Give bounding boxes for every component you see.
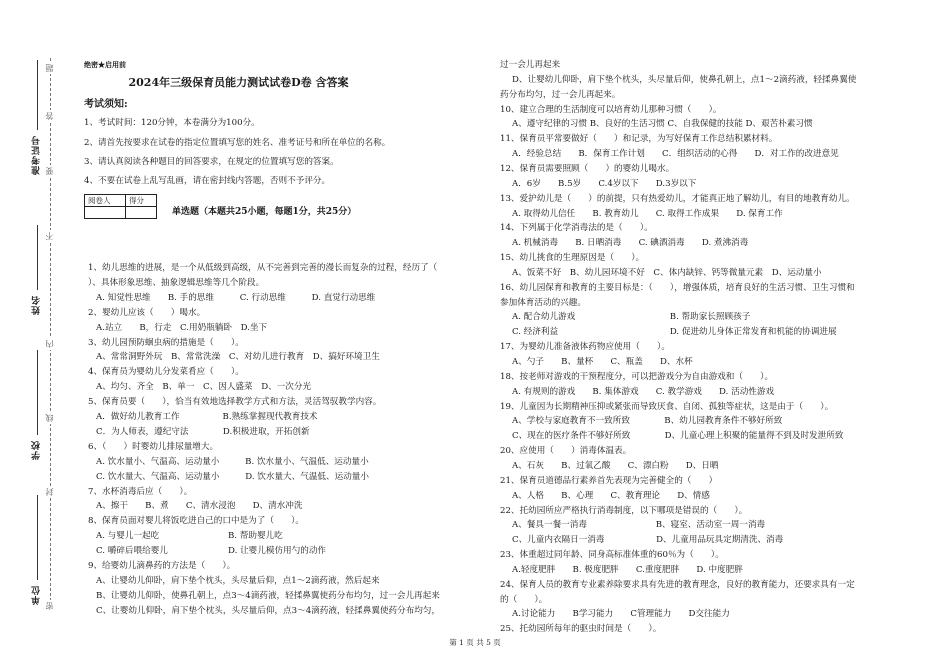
- instruction-item: 4、不要在试卷上乱写乱画，请在密封线内答题，否则不予评分。: [84, 176, 331, 186]
- answer-option-line: A、遵守纪律的习惯 B、良好的生活习惯 C、自我保健的技能 D、艰苦朴素习惯: [512, 119, 813, 130]
- question-line: 12、保育员需要照顾（ ）的婴幼儿喝水。: [500, 163, 675, 174]
- question-line: 19、儿童因为长期精神压抑或紧张而导致厌食、自闭、孤独等症状，这是由于（ ）。: [500, 401, 834, 412]
- admission-blank: [37, 60, 38, 130]
- question-line: 18、按老师对游戏的干预程度分，可以把游戏分为自由游戏和（ ）。: [500, 371, 774, 382]
- answer-option-line: A、人格 B、心理 C、教育理论 D、情感: [512, 490, 710, 501]
- margin-label-school: 学校: [32, 440, 42, 460]
- question-line: 9、给婴幼儿滴鼻药的方法是（ ）。: [88, 561, 236, 571]
- question-line: ）、具体形象思维、抽象逻辑思维等几个阶段。: [88, 277, 265, 288]
- question-line: 10、建立合理的生活制度可以培育幼儿那种习惯（ ）。: [500, 104, 722, 115]
- answer-option-line: C、现在的医疗条件不够好所致 D、儿童心理上积聚的能量得不到及时发泄所致: [512, 431, 844, 442]
- answer-option-line: A.轻度肥胖 B. 极度肥胖 C.重度肥胖 D. 中度肥胖: [512, 564, 743, 575]
- answer-option-line: D、让婴幼儿仰卧，肩下垫个枕头，头尽量后仰，使鼻孔朝上，点1～2滴药液，轻揉鼻翼使: [512, 74, 857, 85]
- score-cell[interactable]: [126, 207, 157, 219]
- question-line: 11、保育员平常要做好（ ）和记录，为写好保育工作总结积累材料。: [500, 134, 778, 145]
- question-line: 7、水杯消毒后应（ ）。: [88, 486, 193, 497]
- question-line: 16、幼儿园保育和教育的主要目标是：（ ），增强体质，培育良好的生活习惯、卫生习惯和: [500, 282, 855, 293]
- seal-word: 要: [45, 167, 54, 175]
- question-line: 6、（ ）时婴幼儿排尿量增大。: [88, 441, 219, 452]
- answer-option-line: C. 饮水量大、气温高、运动量小 D. 饮水量大、气温低、运动量小: [96, 471, 369, 482]
- answer-option-line: A、擦干 B、煮 C、清水浸泡 D、清水冲洗: [96, 501, 303, 512]
- margin-label-name: 姓名: [32, 295, 42, 315]
- answer-option-line: A、均匀、齐全 B、单一 C、因人盛菜 D、一次分光: [96, 382, 312, 393]
- answer-option-line: A．经验总结 B．保育工作计划 C．组织活动的心得 D．对工作的改进意见: [512, 149, 839, 160]
- answer-option-line: A. 配合幼儿游戏 B. 帮助家长照顾孩子: [512, 312, 751, 323]
- question-line: 1、幼儿思维的进展，是一个从低级到高级，从不完善到完善的漫长而复杂的过程，经历了（: [88, 263, 438, 273]
- score-label: 得分: [126, 195, 157, 207]
- page-title: 2024年三级保育员能力测试试卷D卷 含答案: [128, 76, 349, 89]
- answer-option-line: C. 嚼碎后喂给婴儿 D. 让婴儿模仿用勺的动作: [96, 546, 327, 557]
- answer-option-line: A.讨论能力 B学习能力 C管理能力 D交往能力: [512, 609, 730, 620]
- question-line: 15、幼儿挑食的生理原因是（ ）。: [500, 253, 645, 264]
- answer-option-line: C．为人师表，遵纪守法 D.积极进取，开拓创新: [96, 426, 310, 437]
- seal-word: 线: [45, 414, 54, 422]
- binding-line: [50, 58, 51, 606]
- question-line: 24、保育人员的教育专业素养除要求具有先进的教育理念，良好的教育能力，还要求具有一定: [500, 579, 855, 590]
- question-line: 参加体育活动的兴趣。: [500, 297, 586, 308]
- answer-option-line: C、让婴幼儿仰卧，肩下垫个枕头，头尽量后仰，点3～4滴药液，轻揉鼻翼使药分布均匀，: [96, 605, 441, 616]
- answer-option-line: A. 与婴儿一起吃 B. 帮助婴儿吃: [96, 531, 283, 542]
- question-line: 14、下列属于化学消毒法的是（ ）。: [500, 223, 653, 234]
- answer-option-line: A. 饮水量小、气温高、运动量小 B. 饮水量小、气温低、运动量小: [96, 456, 369, 467]
- question-line: 8、保育员面对婴儿将饭吃进自己的口中是为了（ ）。: [88, 516, 305, 527]
- answer-option-line: A、常常洞野外玩 B、常常洗澡 C、对幼儿进行教育 D、搞好环境卫生: [96, 352, 380, 363]
- answer-option-line: A. 机械消毒 B. 日晒消毒 C. 碘酒消毒 D. 煮沸消毒: [512, 238, 749, 249]
- answer-option-line: A. 知觉性思维 B. 手的思维 C. 行动思维 D. 直觉行动思维: [96, 292, 376, 303]
- seal-word: 内: [45, 340, 54, 348]
- reviewer-label: 阅卷人: [85, 195, 126, 207]
- name-blank: [37, 225, 38, 290]
- question-line: 20、应使用（ ）消毒体温表。: [500, 446, 632, 457]
- seal-word: 答: [45, 112, 54, 120]
- answer-option-line: C. 经济利益 D. 促进幼儿身体正常发育和机能的协调进展: [512, 327, 837, 338]
- seal-word: 密: [45, 602, 54, 610]
- question-line: 17、为婴幼儿准备液体药物应使用（ ）。: [500, 342, 670, 353]
- answer-option-line: A. 有规则的游戏 B. 集体游戏 C. 教学游戏 D. 活动性游戏: [512, 386, 775, 397]
- question-line: 21、保育员道德品行素养首先表现为完善健全的（ ）: [500, 475, 718, 486]
- instruction-item: 1、考试时间：120分钟，本卷满分为100分。: [84, 118, 260, 128]
- seal-word: 不: [45, 232, 54, 240]
- instruction-item: 3、请认真阅读各种题目的回答要求，在规定的位置填写您的答案。: [84, 157, 339, 167]
- answer-option-line: A、学校与家庭教育不一致所致 B、幼儿园教育条件不够好所致: [512, 416, 783, 427]
- question-line: 3、幼儿园预防蛔虫病的措施是（ ）。: [88, 337, 244, 348]
- margin-label-admission: 准考证号: [32, 135, 42, 175]
- question-line: 5、保育员要（ ），恰当有效地选择教学方式和方法，灵活驾驭教学内容。: [88, 397, 382, 408]
- instruction-item: 2、请首先按要求在试卷的指定位置填写您的姓名、准考证号和所在单位的名称。: [84, 138, 391, 148]
- question-line: 25、托幼园所每年的驱虫时间是（ ）。: [500, 624, 662, 635]
- reviewer-cell[interactable]: [85, 207, 126, 219]
- section-title: 单选题（本题共25小题，每题1分，共25分）: [172, 207, 357, 217]
- question-line: 过一会儿再起来: [500, 60, 561, 70]
- answer-option-line: A．做好幼儿教育工作 B.熟练掌握现代教育技术: [96, 412, 318, 422]
- school-blank: [37, 350, 38, 435]
- question-line: 22、托幼园所应严格执行消毒制度，以下哪项是错误的（ ）。: [500, 505, 748, 516]
- secret-label: 绝密★启用前: [84, 60, 126, 69]
- answer-option-line: B、让婴幼儿仰卧，使鼻孔朝上，点3～4滴药液，轻揉鼻翼使药分布均匀，过一会儿再起来: [96, 590, 440, 601]
- question-line: 23、体重超过同年龄、同身高标准体重的60％为（ ）。: [500, 550, 724, 561]
- margin-label-unit: 单位: [32, 585, 42, 605]
- answer-option-line: A、让婴幼儿仰卧，肩下垫个枕头，头尽量后仰，点1～2滴药液，然后起来: [96, 575, 380, 586]
- question-line: 13、爱护幼儿是（ ）的前提，只有热爱幼儿，才能真正地了解幼儿，有目的地教育幼儿。: [500, 193, 855, 204]
- answer-option-line: A、餐具一餐一消毒 B、寝室、活动室一周一消毒: [512, 520, 766, 531]
- question-line: 4、保育员为婴幼儿分发菜肴应（ ）。: [88, 367, 244, 378]
- question-line: 药分布均匀，过一会儿再起来。: [500, 89, 621, 100]
- instructions-title: 考试须知:: [84, 99, 128, 110]
- answer-option-line: A、石灰 B、过氧乙酸 C、漂白粉 D、日晒: [512, 460, 719, 471]
- question-line: 2、婴幼儿应该（ ）喝水。: [88, 307, 206, 318]
- answer-option-line: A、饭菜不好 B、幼儿园环境不好 C、体内缺锌、钙等微量元素 D、运动量小: [512, 267, 822, 278]
- answer-option-line: A、勺子 B、量杯 C、瓶盖 D、水杯: [512, 357, 693, 367]
- page-number: 第 1 页 共 5 页: [449, 638, 501, 647]
- answer-option-line: A.站立 B，行走 C.用奶瓶躺卧 D.坐下: [96, 322, 268, 333]
- answer-option-line: A．6岁 B.5岁 C.4岁以下 D.3岁以下: [512, 178, 697, 189]
- answer-option-line: C、儿童内衣隔日一消毒 D、儿童用品玩具定期清洗、消毒: [512, 535, 784, 546]
- answer-option-line: A. 取得幼儿信任 B. 教育幼儿 C. 取得工作成果 D. 保育工作: [512, 208, 783, 219]
- seal-word: 封: [45, 488, 54, 496]
- seal-word: 题: [45, 64, 54, 72]
- score-box: [84, 194, 157, 219]
- unit-blank: [37, 495, 38, 580]
- question-line: 的（ ）。: [500, 594, 548, 605]
